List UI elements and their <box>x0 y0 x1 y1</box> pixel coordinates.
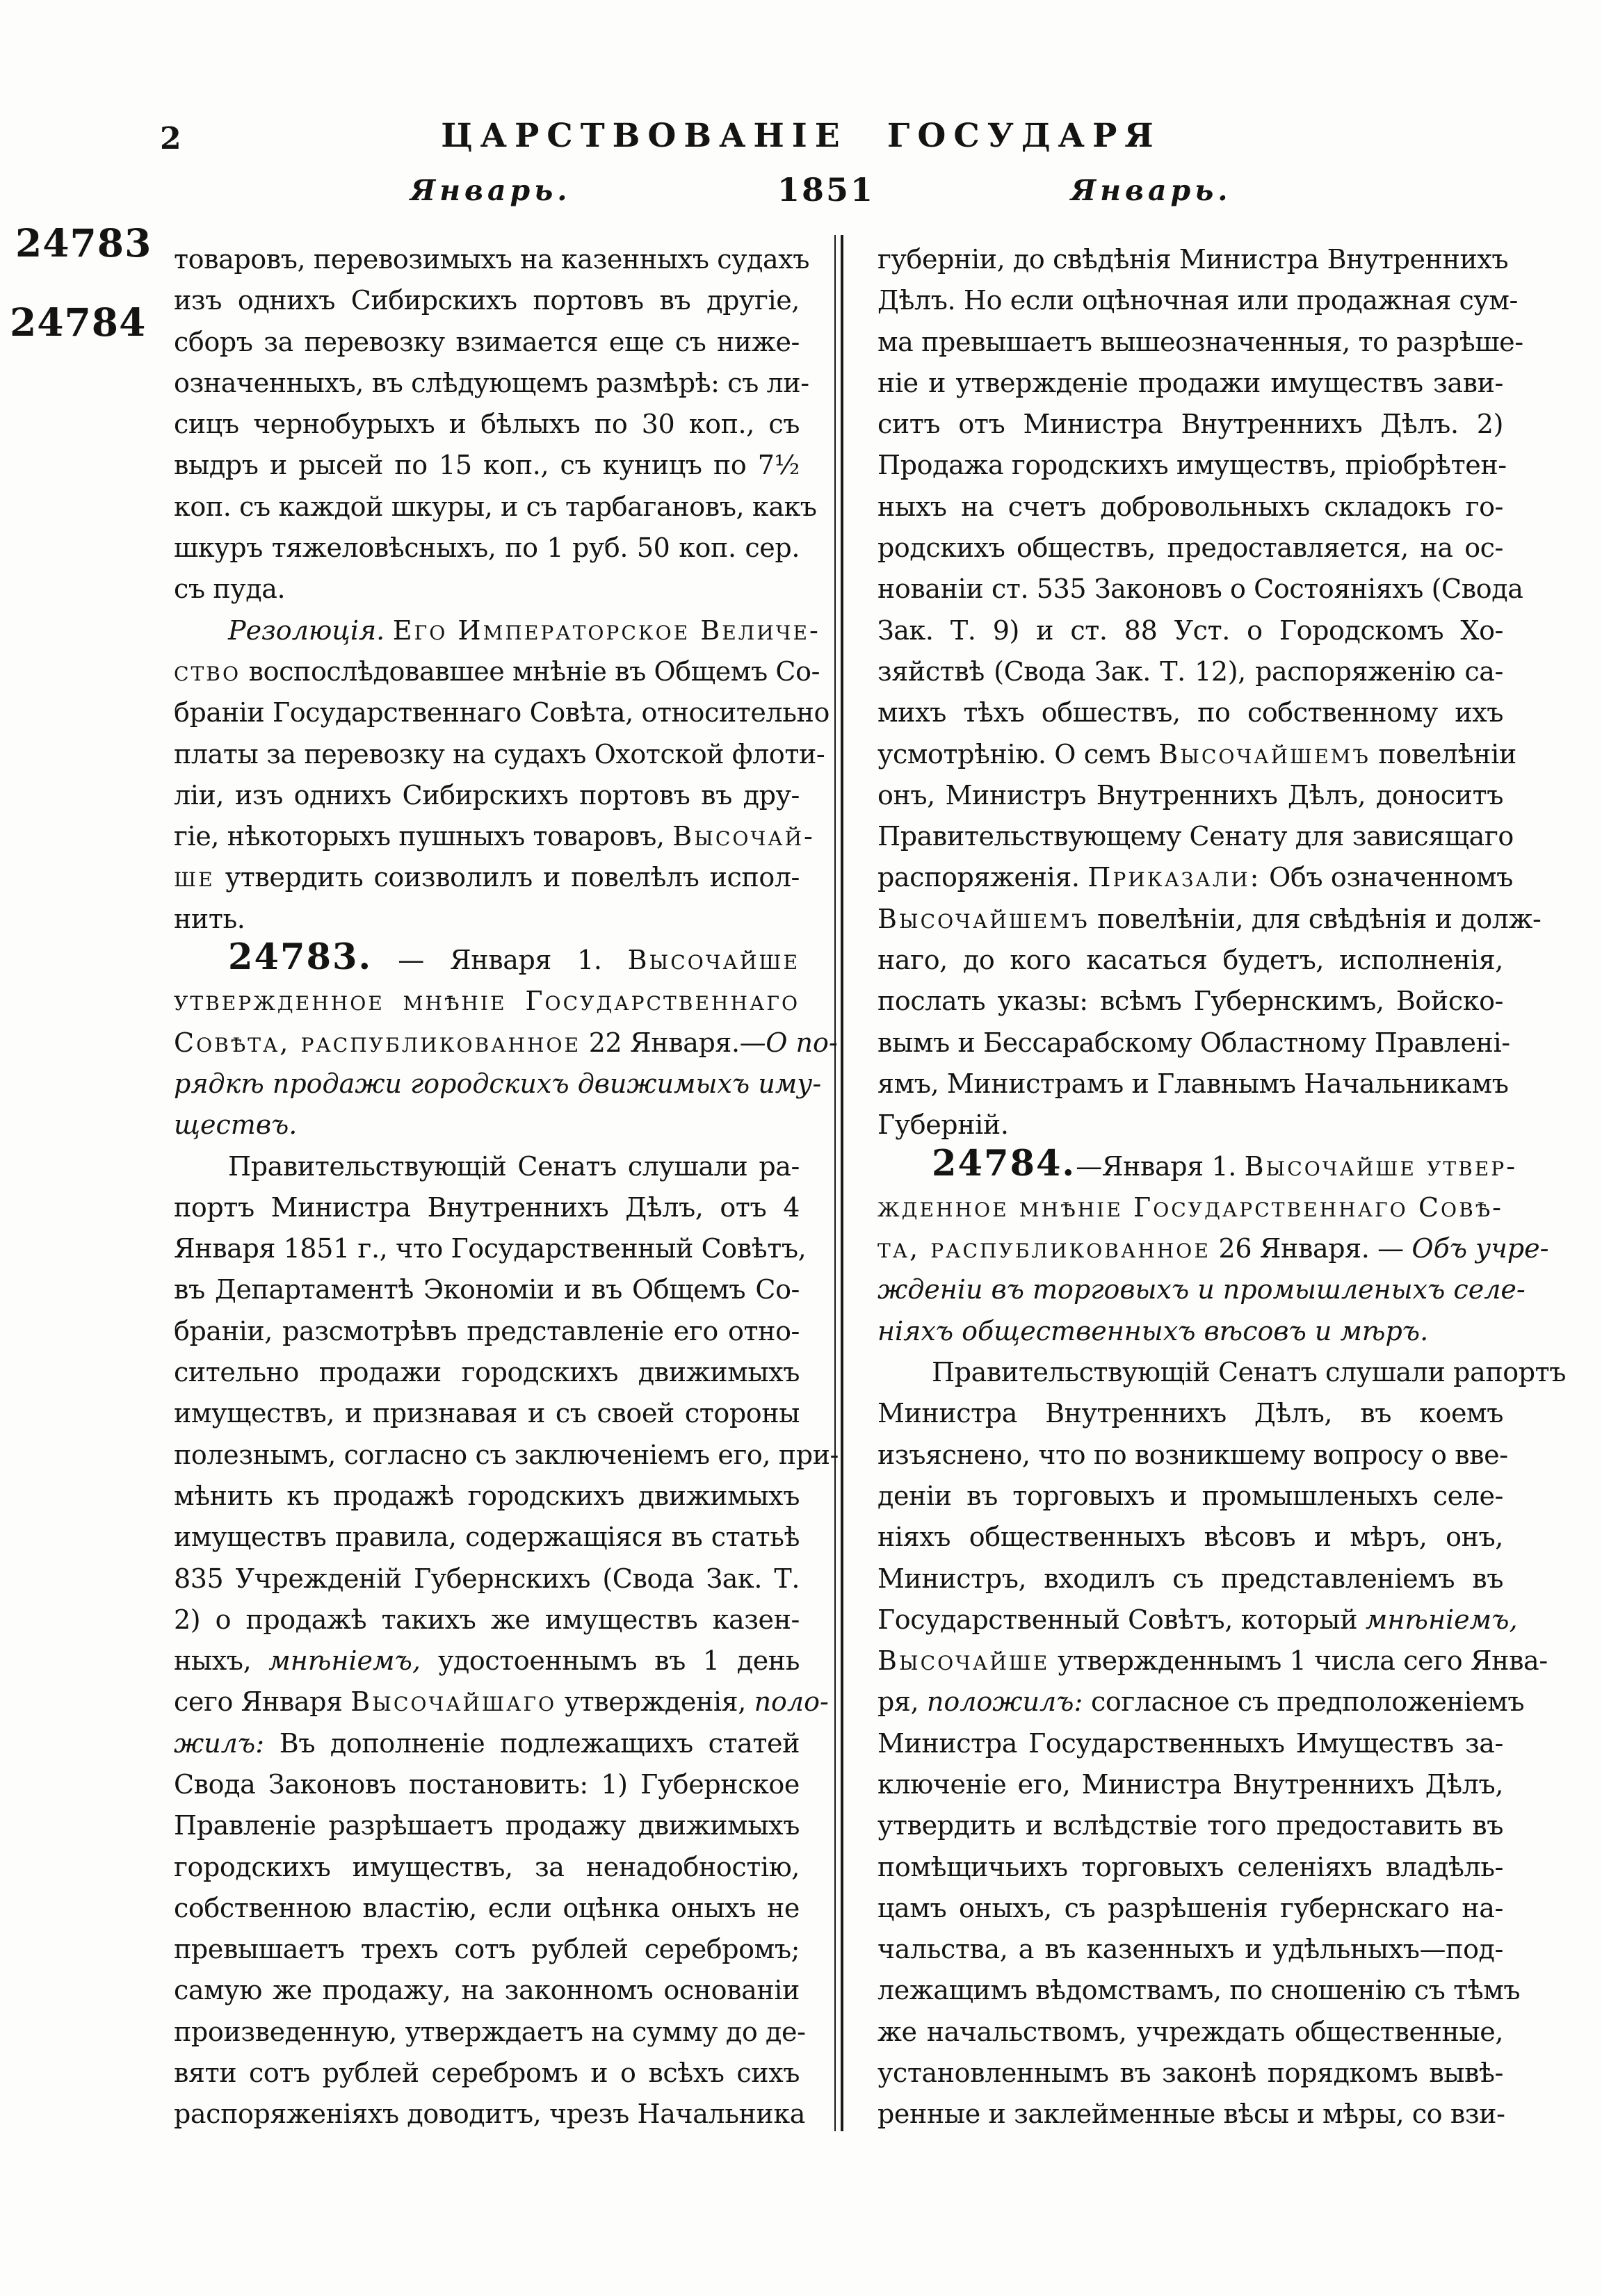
text-line: шкуръ тяжеловѣсныхъ, по 1 руб. 50 коп. сер. <box>174 532 800 564</box>
text-line: самую же продажу, на законномъ основаніи <box>174 1975 800 2006</box>
text-line: означенныхъ, въ слѣдующемъ размѣрѣ: съ ли- <box>174 367 809 398</box>
text-line: деніи въ торговыхъ и промышленыхъ селе- <box>877 1480 1503 1511</box>
text-line: ШЕ утвердить соизволилъ и повелѣлъ испол- <box>174 862 800 893</box>
text-line: распоряженія. ПРИКАЗАЛИ: Объ означенномъ <box>877 862 1513 893</box>
text-line: ніяхъ общественныхъ вѣсовъ и мѣръ, онъ, <box>877 1522 1503 1553</box>
text-line: зяйствѣ (Свода Зак. Т. 12), распоряженію са- <box>877 656 1503 687</box>
text-line: нованіи ст. 535 Законовъ о Состояніяхъ (Свода <box>877 573 1523 605</box>
text-line: ренные и заклейменные вѣсы и мѣры, со взи- <box>877 2099 1505 2130</box>
text-line: браніи, разсмотрѣвъ представленіе его отно- <box>174 1315 800 1346</box>
text-line: рядкѣ продажи городскихъ движимыхъ иму- <box>174 1068 822 1099</box>
text-line: ключеніе его, Министра Внутреннихъ Дѣлъ, <box>877 1768 1503 1800</box>
text-line: жденіи въ торговыхъ и промышленыхъ селе- <box>877 1274 1526 1305</box>
text-line: ныхъ, мнѣніемъ, удостоеннымъ въ 1 день <box>174 1645 800 1677</box>
text-line: Января 1851 г., что Государственный Совѣтъ, <box>174 1233 807 1264</box>
text-line: 24783. — Января 1. ВЫСОЧАЙШЕ <box>228 936 800 979</box>
margin-act-number: 24783 <box>15 220 152 266</box>
text-line: полезнымъ, согласно съ заключеніемъ его, при- <box>174 1439 839 1470</box>
text-line: имуществъ, и признавая и съ своей стороны <box>174 1398 800 1429</box>
text-line: лежащимъ вѣдомствамъ, по сношенію съ тѣмъ <box>877 1975 1521 2006</box>
text-line: товаровъ, перевозимыхъ на казенныхъ судахъ <box>174 244 810 275</box>
margin-act-number: 24784 <box>10 300 147 345</box>
text-line: Государственный Совѣтъ, который мнѣніемъ, <box>877 1604 1518 1635</box>
text-line: въ Департаментѣ Экономіи и въ Общемъ Со- <box>174 1274 800 1305</box>
text-line: жилъ: Въ дополненіе подлежащихъ статей <box>174 1727 800 1759</box>
text-line: ніе и утвержденіе продажи имуществъ зави- <box>877 367 1503 398</box>
text-line: сицъ чернобурыхъ и бѣлыхъ по 30 коп., съ <box>174 409 800 440</box>
text-line: портъ Министра Внутреннихъ Дѣлъ, отъ 4 <box>174 1191 800 1223</box>
text-line: помѣщичьихъ торговыхъ селеніяхъ владѣль- <box>877 1851 1503 1882</box>
text-line: Продажа городскихъ имуществъ, пріобрѣтен- <box>877 450 1507 481</box>
text-line: ніяхъ общественныхъ вѣсовъ и мѣръ. <box>877 1315 1429 1346</box>
text-line: браніи Государственнаго Совѣта, относительно <box>174 697 830 728</box>
text-line: превышаетъ трехъ сотъ рублей серебромъ; <box>174 1934 800 1965</box>
text-line: Резолюція. ЕГО ИМПЕРАТОРСКОЕ ВЕЛИЧЕ- <box>228 614 820 646</box>
text-line: цамъ оныхъ, съ разрѣшенія губернскаго на- <box>877 1892 1503 1923</box>
text-line: же начальствомъ, учреждать общественные, <box>877 2016 1503 2047</box>
page-title: ЦАРСТВОВАНІЕ ГОСУДАРЯ <box>441 117 1161 155</box>
text-line: нить. <box>174 903 245 934</box>
text-line: Зак. Т. 9) и ст. 88 Уст. о Городскомъ Хо- <box>877 614 1503 646</box>
text-line: ТА, РАСПУБЛИКОВАННОЕ 26 Января. — Объ учре- <box>877 1233 1549 1264</box>
text-line: имуществъ правила, содержащіяся въ статьѣ <box>174 1522 800 1553</box>
text-line: Министръ, входилъ съ представленіемъ въ <box>877 1563 1503 1594</box>
text-line: городскихъ имуществъ, за ненадобностію, <box>174 1851 800 1882</box>
text-line: съ пуда. <box>174 573 286 605</box>
text-line: Дѣлъ. Но если оцѣночная или продажная сум- <box>877 285 1518 316</box>
text-line: ліи, изъ однихъ Сибирскихъ портовъ въ дру- <box>174 779 800 811</box>
text-line: Министра Внутреннихъ Дѣлъ, въ коемъ <box>877 1398 1503 1429</box>
text-line: 835 Учрежденій Губернскихъ (Свода Зак. Т. <box>174 1563 800 1594</box>
text-line: Свода Законовъ постановить: 1) Губернское <box>174 1768 800 1800</box>
running-head-year: 1851 <box>777 171 875 209</box>
text-line: мѣнить къ продажѣ городскихъ движимыхъ <box>174 1480 800 1511</box>
text-line: Правительствующій Сенатъ слушали рапортъ <box>932 1357 1567 1388</box>
text-line: вяти сотъ рублей серебромъ и о всѣхъ сихъ <box>174 2058 800 2089</box>
text-line: родскихъ обществъ, предоставляется, на ос- <box>877 532 1503 564</box>
text-line: ВЫСОЧАЙШЕМЪ повелѣніи, для свѣдѣнія и долж- <box>877 903 1542 934</box>
text-line: Правительствующему Сенату для зависящаго <box>877 821 1514 852</box>
text-line: вымъ и Бессарабскому Областному Правлені- <box>877 1027 1510 1058</box>
text-line: СОВѢТА, РАСПУБЛИКОВАННОЕ 22 Января.—О по- <box>174 1027 838 1058</box>
text-line: Министра Государственныхъ Имуществъ за- <box>877 1727 1503 1759</box>
text-line: ря, положилъ: согласное съ предположеніемъ <box>877 1686 1525 1718</box>
text-line: Правительствующій Сенатъ слушали ра- <box>228 1150 800 1182</box>
text-line: 2) о продажѣ такихъ же имуществъ казен- <box>174 1604 800 1635</box>
text-line: гіе, нѣкоторыхъ пушныхъ товаровъ, ВЫСОЧАЙ- <box>174 821 815 852</box>
text-line: изъ однихъ Сибирскихъ портовъ въ другіе, <box>174 285 800 316</box>
text-line: онъ, Министръ Внутреннихъ Дѣлъ, доноситъ <box>877 779 1503 811</box>
text-line: послать указы: всѣмъ Губернскимъ, Войско- <box>877 986 1503 1017</box>
running-head-month-left: Январь. <box>410 174 572 207</box>
text-line: изъяснено, что по возникшему вопросу о вве- <box>877 1439 1508 1470</box>
text-line: сборъ за перевозку взимается еще съ ниже- <box>174 326 800 357</box>
page-number: 2 <box>160 121 181 156</box>
text-line: УТВЕРЖДЕННОЕ МНѢНІЕ ГОСУДАРСТВЕННАГО <box>174 986 800 1017</box>
text-line: ществъ. <box>174 1109 298 1141</box>
text-line: установленнымъ въ законѣ порядкомъ вывѣ- <box>877 2058 1503 2089</box>
text-column-left <box>174 239 839 2135</box>
text-line: СТВО воспослѣдовавшее мнѣніе въ Общемъ Со- <box>174 656 820 687</box>
column-divider-rule <box>834 235 843 2131</box>
text-line: ямъ, Министрамъ и Главнымъ Начальникамъ <box>877 1068 1509 1099</box>
text-line: платы за перевозку на судахъ Охотской флоти- <box>174 738 825 770</box>
text-line: произведенную, утверждаетъ на сумму до де- <box>174 2016 806 2047</box>
text-line: михъ тѣхъ обшествъ, по собственному ихъ <box>877 697 1503 728</box>
text-line: ма превышаетъ вышеозначенныя, то разрѣше- <box>877 326 1523 357</box>
text-line: собственною властію, если оцѣнка оныхъ не <box>174 1892 800 1923</box>
text-line: чальства, а въ казенныхъ и удѣльныхъ—под- <box>877 1934 1503 1965</box>
text-line: коп. съ каждой шкуры, и съ тарбагановъ, какъ <box>174 491 817 522</box>
text-line: губерніи, до свѣдѣнія Министра Внутреннихъ <box>877 244 1509 275</box>
text-line: наго, до кого касаться будетъ, исполненія, <box>877 945 1503 976</box>
text-column-right <box>877 239 1567 2135</box>
text-line: усмотрѣнію. О семъ ВЫСОЧАЙШЕМЪ повелѣніи <box>877 738 1516 770</box>
text-line: выдръ и рысей по 15 коп., съ куницъ по 7½ <box>174 450 800 481</box>
running-head-month-right: Январь. <box>1071 174 1232 207</box>
text-line: Правленіе разрѣшаетъ продажу движимыхъ <box>174 1810 800 1841</box>
text-line: сего Января ВЫСОЧАЙШАГО утвержденія, поло- <box>174 1686 829 1718</box>
text-line: Губерній. <box>877 1109 1009 1141</box>
text-line: ЖДЕННОЕ МНѢНІЕ ГОСУДАРСТВЕННАГО СОВѢ- <box>877 1191 1503 1223</box>
text-line: ВЫСОЧАЙШЕ утвержденнымъ 1 числа сего Янва- <box>877 1645 1548 1677</box>
text-line: 24784.—Января 1. ВЫСОЧАЙШЕ УТВЕР- <box>932 1142 1518 1184</box>
text-line: ситъ отъ Министра Внутреннихъ Дѣлъ. 2) <box>877 409 1503 440</box>
text-line: сительно продажи городскихъ движимыхъ <box>174 1357 800 1388</box>
text-line: ныхъ на счетъ добровольныхъ складокъ го- <box>877 491 1503 522</box>
text-line: распоряженіяхъ доводитъ, чрезъ Начальника <box>174 2099 805 2130</box>
text-line: утвердить и вслѣдствіе того предоставить въ <box>877 1810 1503 1841</box>
